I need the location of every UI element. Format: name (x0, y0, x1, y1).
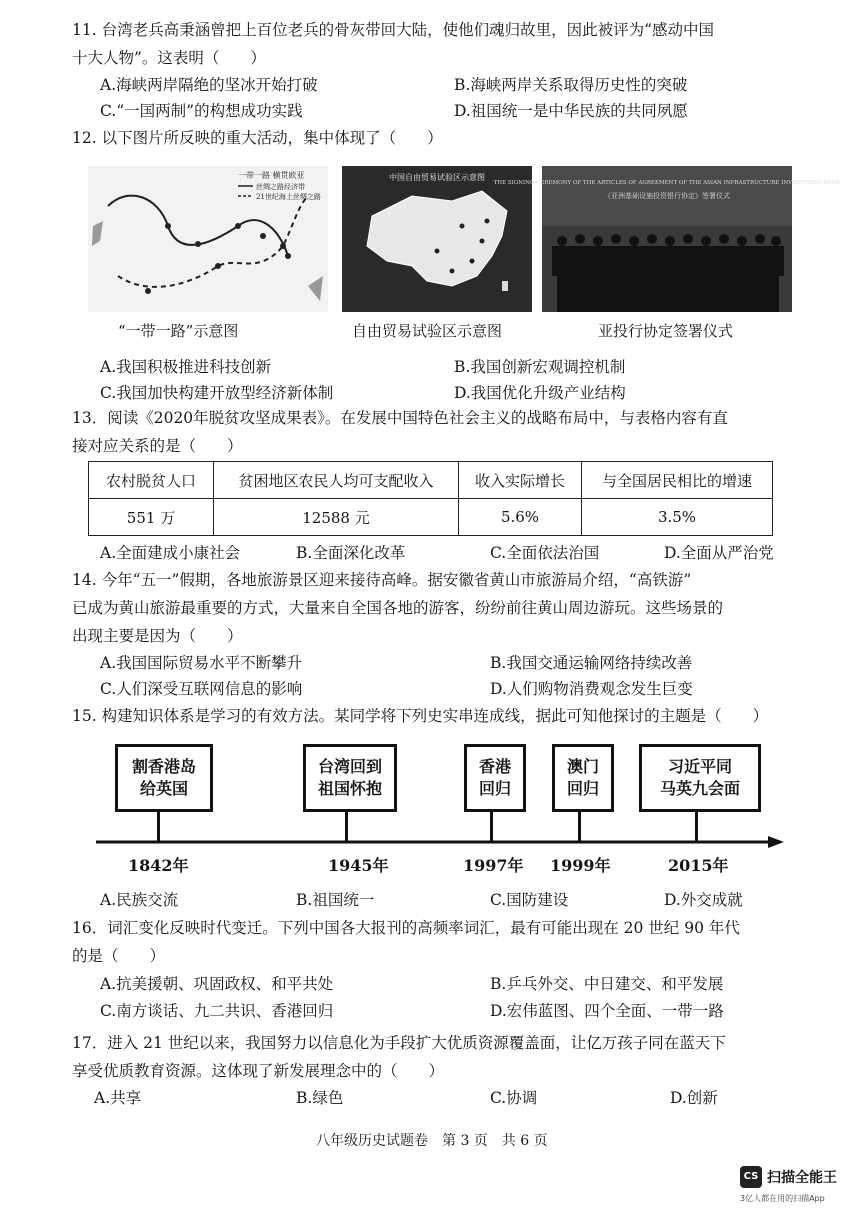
q15-stem: 15. 构建知识体系是学习的有效方法。某同学将下列史实串连成线，据此可知他探讨的主题是（ ） (72, 707, 769, 725)
timeline-event-box (639, 744, 761, 812)
q12-option-b: B.我国创新宏观调控机制 (454, 358, 626, 376)
q11-option-b: B.海峡两岸关系取得历史性的突破 (454, 76, 688, 94)
q15-option-c: C.国防建设 (490, 891, 569, 909)
table-cell: 12588 元 (214, 499, 459, 536)
table-header-cell: 农村脱贫人口 (89, 462, 214, 499)
timeline-axis-arrow (96, 834, 786, 850)
q15-option-d: D.外交成就 (664, 891, 743, 909)
q17-stem-line1: 17．进入 21 世纪以来，我国努力以信息化为手段扩大优质资源覆盖面，让亿万孩子同在蓝天下 (72, 1034, 726, 1052)
q13-option-a: A.全面建成小康社会 (100, 544, 241, 562)
q14-option-a: A.我国国际贸易水平不断攀升 (100, 654, 303, 672)
img1-legend-belt: 丝绸之路经济带 (256, 183, 305, 191)
q16-stem-line1: 16．词汇变化反映时代变迁。下列中国各大报刊的高频率词汇，最有可能出现在 20 世纪 90 年代 (72, 919, 740, 937)
timeline-event-line: 回归 (478, 779, 511, 798)
timeline-event-box (115, 744, 213, 812)
timeline-year: 2015年 (668, 856, 729, 875)
q14-option-d: D.人们购物消费观念发生巨变 (490, 680, 693, 698)
q17-stem-line2: 享受优质教育资源。这体现了新发展理念中的（ ） (72, 1062, 445, 1080)
q15-option-b: B.祖国统一 (296, 891, 375, 909)
q12-stem: 12. 以下图片所反映的重大活动，集中体现了（ ） (72, 129, 443, 147)
table-cell: 551 万 (89, 499, 214, 536)
table-header-cell: 贫困地区农民人均可支配收入 (214, 462, 459, 499)
free-trade-zone-map-image (342, 166, 532, 312)
table-cell: 5.6% (459, 499, 582, 536)
belt-road-map-image (88, 166, 328, 312)
q11-option-c: C.“一国两制”的构想成功实践 (100, 102, 303, 120)
timeline-event-line: 马英九会面 (659, 779, 740, 798)
q11-stem-line2: 十大人物”。这表明（ ） (72, 49, 266, 67)
q13-option-b: B.全面深化改革 (296, 544, 406, 562)
aiib-photo-drawing (493, 166, 841, 312)
page-footer: 八年级历史试题卷 第 3 页 共 6 页 (316, 1133, 548, 1149)
q11-option-d: D.祖国统一是中华民族的共同夙愿 (454, 102, 688, 120)
q17-option-b: B.绿色 (296, 1089, 344, 1107)
table-header-row (89, 462, 773, 499)
q17-option-a: A.共享 (94, 1089, 142, 1107)
q12-option-d: D.我国优化升级产业结构 (454, 384, 626, 402)
question-17 (72, 1029, 812, 1085)
img3-title-en: THE SIGNING CEREMONY OF THE ARTICLES OF AGREEMENT OF THE ASIAN INFRASTRUCTURE INVESTMENT BANK (493, 180, 841, 186)
q14-stem-line3: 出现主要是因为（ ） (72, 627, 243, 645)
q11-option-a: A.海峡两岸隔绝的坚冰开始打破 (100, 76, 318, 94)
table-header-cell: 收入实际增长 (459, 462, 582, 499)
camscanner-tagline: 3亿人都在用的扫描App (740, 1194, 825, 1203)
q13-option-c: C.全面依法治国 (490, 544, 600, 562)
belt-road-map-drawing (88, 166, 328, 312)
caption-aiib-signing: 亚投行协定签署仪式 (598, 322, 734, 340)
timeline-event-line: 台湾回到 (317, 757, 382, 776)
img1-legend-maritime: 21世纪海上丝绸之路 (256, 193, 321, 201)
timeline-year: 1997年 (463, 856, 524, 875)
q16-option-b: B.乒乓外交、中日建交、和平发展 (490, 975, 724, 993)
table-row (89, 499, 773, 536)
q17-option-d: D.创新 (670, 1089, 718, 1107)
q14-option-b: B.我国交通运输网络持续改善 (490, 654, 693, 672)
timeline-year: 1999年 (550, 856, 611, 875)
poverty-results-table (88, 461, 773, 536)
q13-option-d: D.全面从严治党 (664, 544, 774, 562)
timeline-event-line: 回归 (566, 779, 599, 798)
q15-option-a: A.民族交流 (100, 891, 179, 909)
question-13 (72, 404, 812, 460)
caption-belt-road: “一带一路”示意图 (118, 322, 239, 340)
q14-option-c: C.人们深受互联网信息的影响 (100, 680, 303, 698)
timeline-event-line: 澳门 (566, 757, 599, 776)
q16-option-a: A.抗美援朝、巩固政权、和平共处 (100, 975, 334, 993)
q14-stem-line2: 已成为黄山旅游最重要的方式，大量来自全国各地的游客，纷纷前往黄山周边游玩。这些场景的 (72, 599, 724, 617)
timeline-event-box (464, 744, 526, 812)
camscanner-brand: 扫描全能王 (767, 1170, 837, 1186)
question-11 (72, 16, 812, 72)
q13-stem-line2: 接对应关系的是（ ） (72, 437, 243, 455)
q14-stem-line1: 14. 今年“五一”假期，各地旅游景区迎来接待高峰。据安徽省黄山市旅游局介绍，“高铁游” (72, 571, 692, 589)
timeline-event-line: 割香港岛 (131, 757, 196, 776)
img3-title-cn: 《亚洲基础设施投资银行协定》签署仪式 (604, 192, 730, 200)
caption-free-trade-zone: 自由贸易试验区示意图 (352, 322, 503, 340)
camscanner-logo-icon: CS (740, 1166, 762, 1188)
timeline-event-line: 祖国怀抱 (317, 779, 382, 798)
timeline-event-box (552, 744, 614, 812)
q13-stem-line1: 13．阅读《2020年脱贫攻坚成果表》。在发展中国特色社会主义的战略布局中，与表格内容有直 (72, 409, 728, 427)
timeline-event-line: 给英国 (139, 779, 188, 798)
q12-option-c: C.我国加快构建开放型经济新体制 (100, 384, 334, 402)
q12-option-a: A.我国积极推进科技创新 (100, 358, 272, 376)
free-trade-zone-map-drawing (342, 166, 532, 312)
timeline-year: 1842年 (128, 856, 189, 875)
table-header-cell: 与全国居民相比的增速 (582, 462, 773, 499)
timeline-event-line: 习近平同 (667, 757, 732, 776)
aiib-signing-ceremony-photo (493, 166, 841, 312)
question-16 (72, 914, 812, 970)
q16-option-d: D.宏伟蓝图、四个全面、一带一路 (490, 1002, 724, 1020)
q17-option-c: C.协调 (490, 1089, 538, 1107)
maritime-silk-road-line (118, 196, 308, 287)
timeline-year: 1945年 (328, 856, 389, 875)
taiwan-shape (502, 281, 508, 291)
timeline-event-box (303, 744, 397, 812)
china-map-shape (367, 191, 507, 286)
q16-stem-line2: 的是（ ） (72, 947, 166, 965)
img1-title: 一带一路 横贯欧亚 (238, 171, 305, 180)
timeline-event-line: 香港 (478, 757, 511, 776)
q11-stem-line1: 11. 台湾老兵高秉涵曾把上百位老兵的骨灰带回大陆，使他们魂归故里，因此被评为“感动中国 (72, 21, 715, 39)
table-cell: 3.5% (582, 499, 773, 536)
img2-title: 中国自由贸易试验区示意图 (389, 173, 485, 182)
q16-option-c: C.南方谈话、九二共识、香港回归 (100, 1002, 334, 1020)
question-14 (72, 566, 812, 650)
